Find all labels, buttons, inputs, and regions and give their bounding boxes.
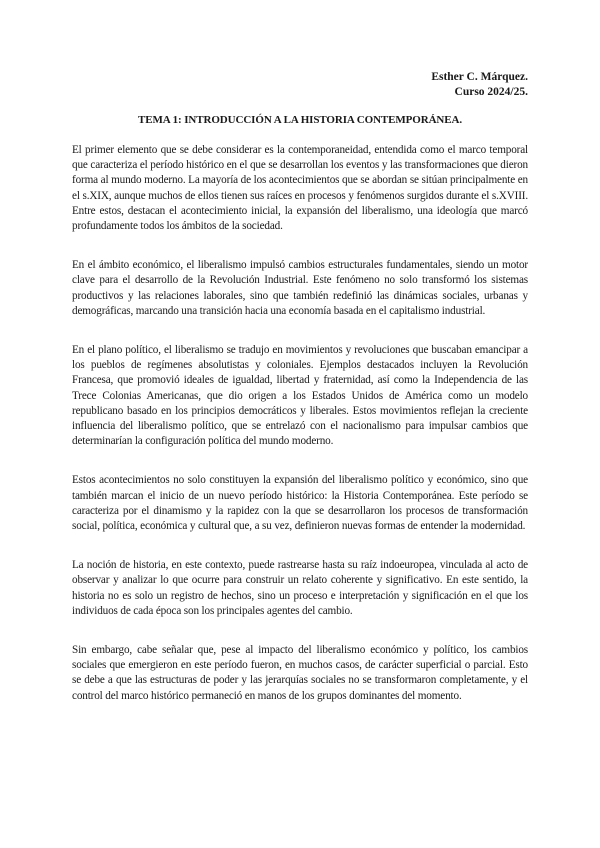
document-title: TEMA 1: INTRODUCCIÓN A LA HISTORIA CONTEMPORÁNEA.	[137, 114, 463, 126]
paragraph-5: La noción de historia, en este contexto, puede rastrearse hasta su raíz indoeuropea, vinculada al acto de observar y analizar lo que ocurre para construir un relato coherente y significativo. En este sentido, la historia no es solo un registro de hechos, sino un proceso e interpretación y significación en el que los individuos de cada época son los principales agentes del cambio.	[72, 559, 528, 617]
document-header	[431, 70, 528, 100]
author-name: Esther C. Márquez.	[431, 71, 528, 83]
course-year: Curso 2024/25.	[454, 86, 528, 98]
document-body	[72, 143, 528, 728]
paragraph-1: El primer elemento que se debe considerar es la contemporaneidad, entendida como el marco temporal que caracteriza el período histórico en el que se desarrollan los eventos y las transformaciones que dieron forma al mundo moderno. La mayoría de los acontecimientos que se abordan se sitúan principalmente en el s.XIX, aunque muchos de ellos tienen sus raíces en procesos y fenómenos surgidos durante el s.XVIII. Entre estos, destacan el acontecimiento inicial, la expansión del liberalismo, una ideología que marcó profundamente todos los ámbitos de la sociedad.	[72, 144, 528, 233]
paragraph-2: En el ámbito económico, el liberalismo impulsó cambios estructurales fundamentales, siendo un motor clave para el desarrollo de la Revolución Industrial. Este fenómeno no solo transformó los sistemas productivos y las relaciones laborales, sino que también redefinió las dinámicas sociales, urbanas y demográficas, marcando una transición hacia una economía basada en el capitalismo industrial.	[72, 259, 528, 317]
paragraph-4: Estos acontecimientos no solo constituyen la expansión del liberalismo político y económico, sino que también marcan el inicio de un nuevo período histórico: la Historia Contemporánea. Este período se caracteriza por el dinamismo y la rapidez con la que se desarrollaron los procesos de transformación social, política, económica y cultural que, a su vez, definieron nuevas formas de entender la modernidad.	[72, 474, 528, 533]
paragraph-6: Sin embargo, cabe señalar que, pese al impacto del liberalismo económico y político, los cambios sociales que emergieron en este período fueron, en muchos casos, de carácter superficial o parcial. Esto se debe a que las estructuras de poder y las jerarquías sociales no se transformaron completamente, y el control del marco histórico permaneció en manos de los grupos dominantes del momento.	[72, 644, 528, 702]
paragraph-3: En el plano político, el liberalismo se tradujo en movimientos y revoluciones que buscaban emancipar a los pueblos de regímenes absolutistas y coloniales. Ejemplos destacados incluyen la Revolución Francesa, que promovió ideales de igualdad, libertad y fraternidad, así como la Independencia de las Trece Colonias Americanas, que dio origen a los Estados Unidos de América como un modelo republicano basado en los principios democráticos y liberales. Estos movimientos reflejan la creciente influencia del liberalismo político, que se entrelazó con el nacionalismo para impulsar cambios que determinarían la configuración política del mundo moderno.	[72, 344, 528, 448]
